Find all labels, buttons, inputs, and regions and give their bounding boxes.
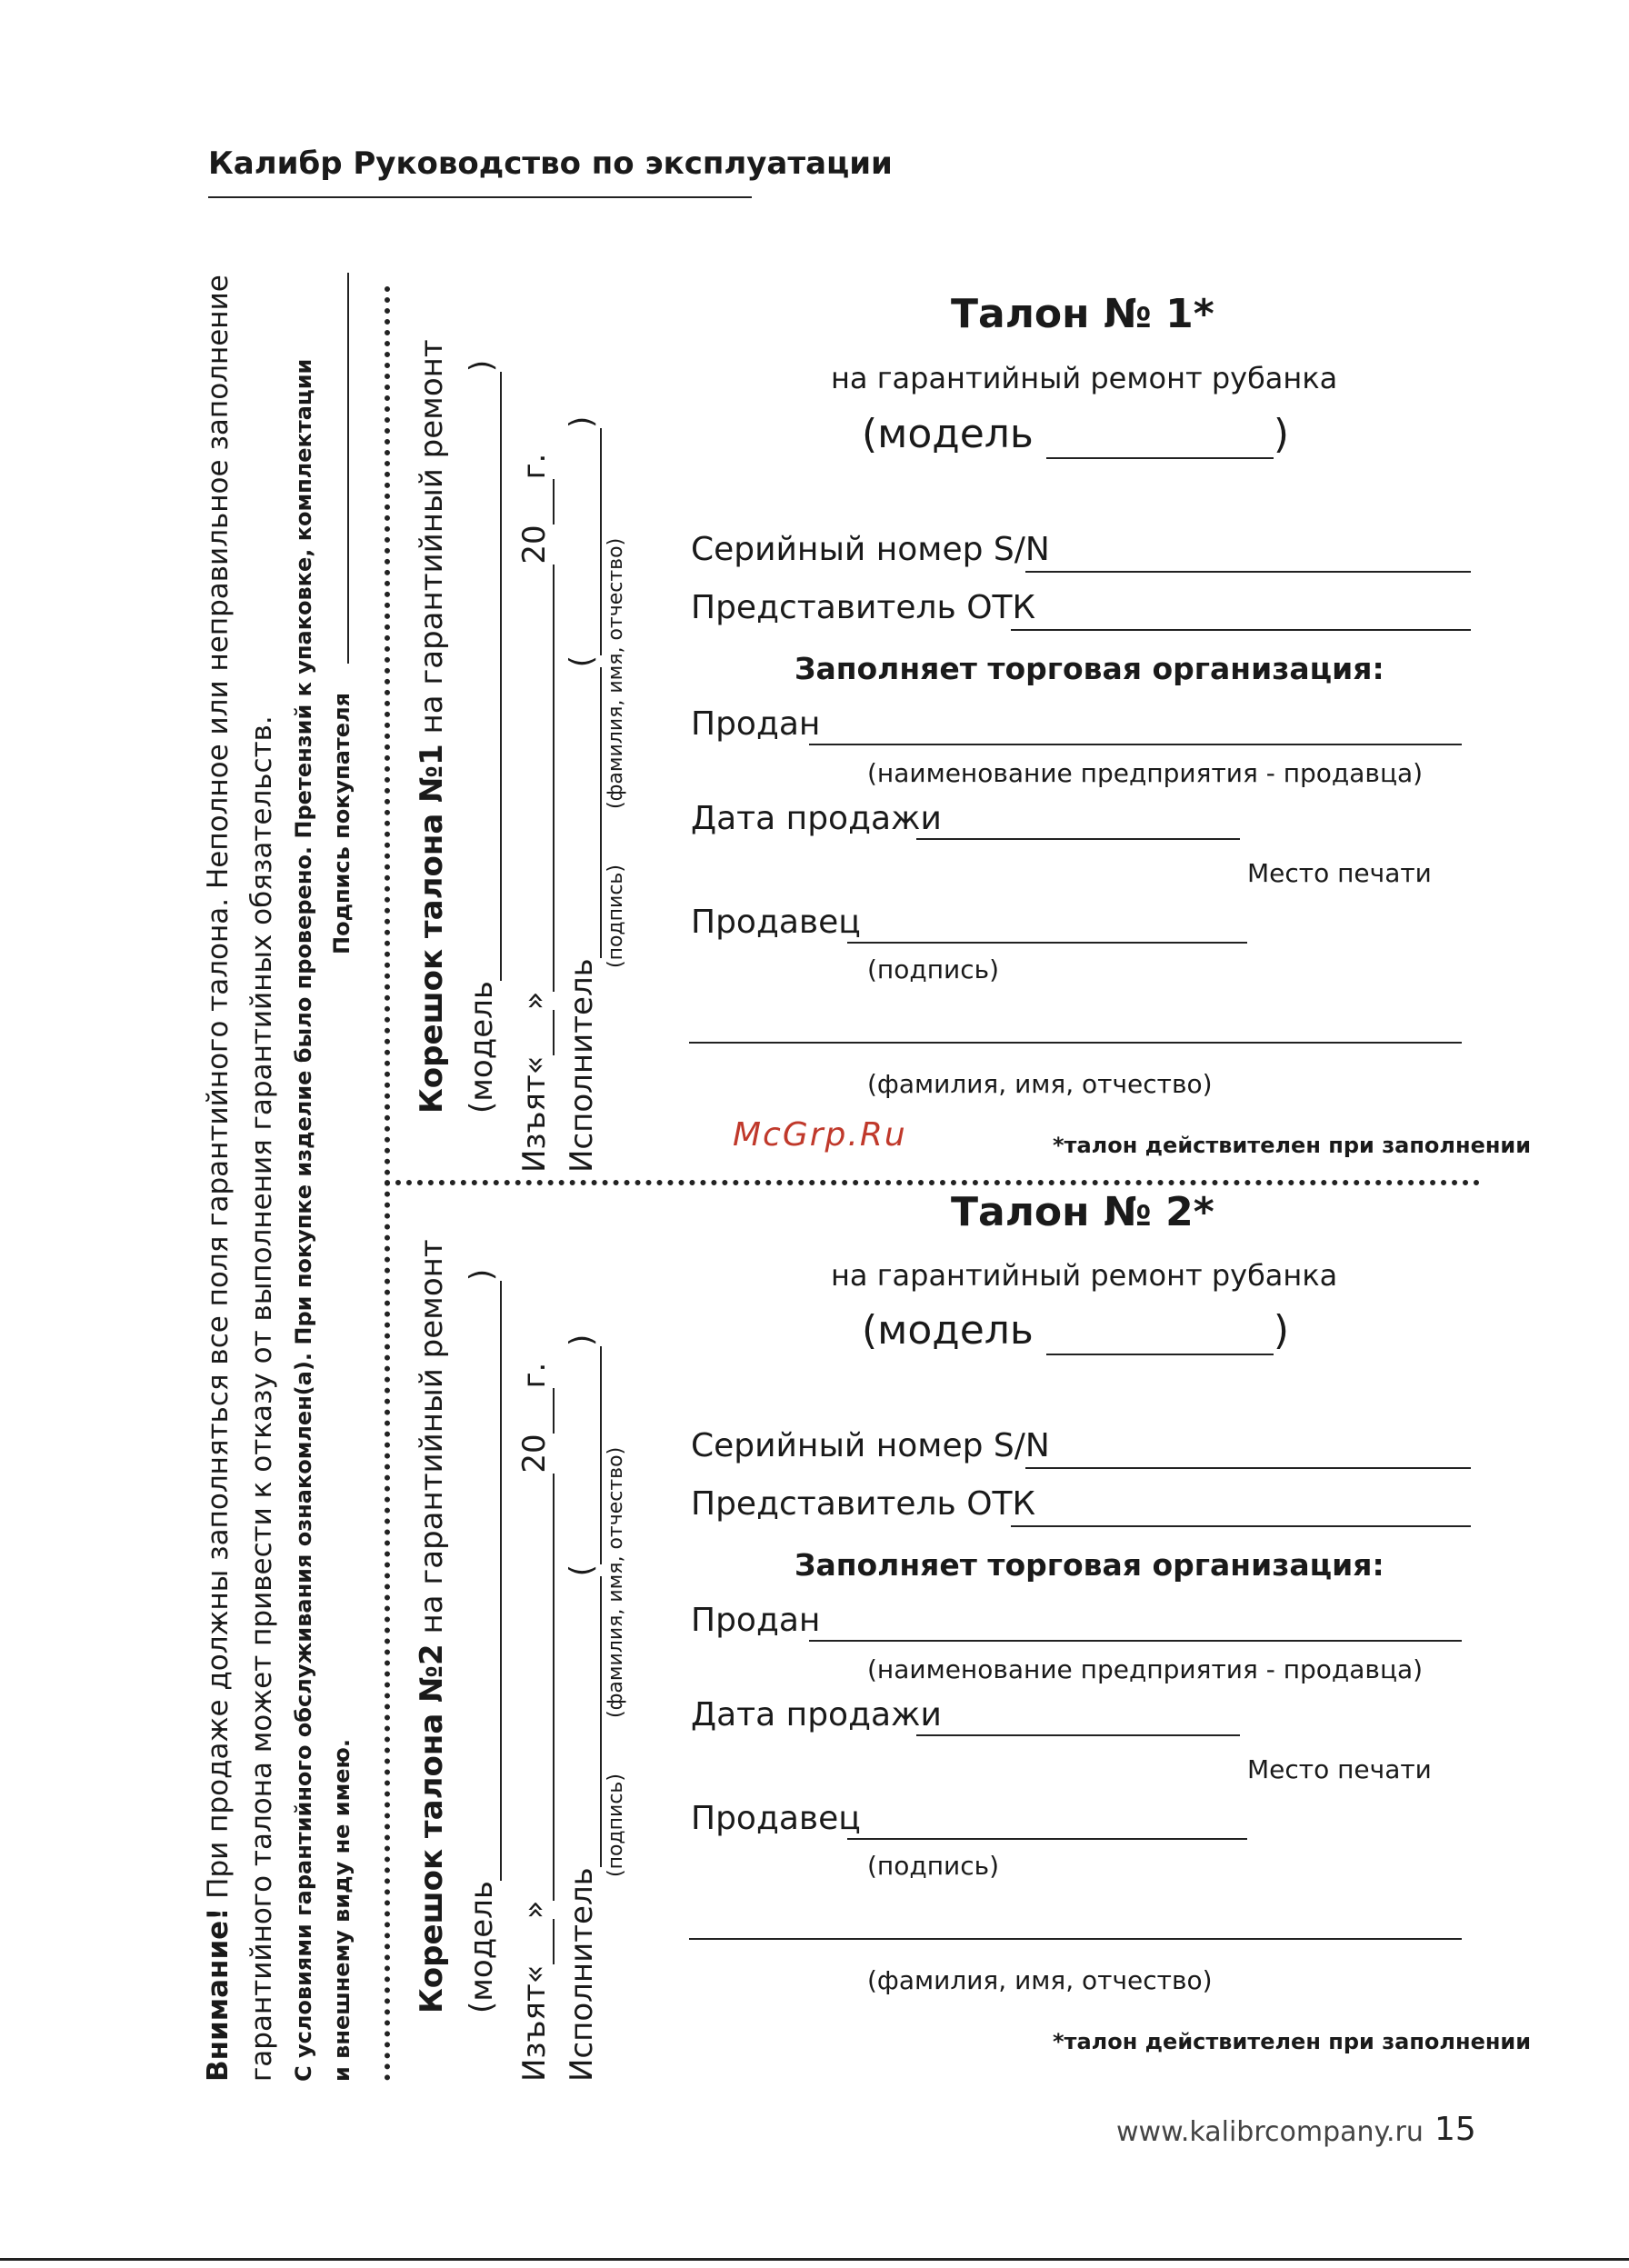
coupon1-date-label: Дата продажи: [691, 800, 942, 837]
coupon2-model-line: [1046, 1307, 1274, 1355]
watermark: McGrp.Ru: [733, 1116, 907, 1154]
sidebar-rotated: [191, 273, 636, 2082]
stub2-taken-row: [516, 1363, 555, 2082]
stub1-executor-label: Исполнитель: [564, 958, 600, 1173]
stub2-close-paren: ): [564, 1334, 600, 1347]
stub2-name-caption: (фамилия, имя, отчество): [605, 1446, 627, 1718]
stub2-name-line2: [564, 1346, 602, 1564]
coupon2-title: Талон № 2*: [951, 1189, 1214, 1235]
stub2-model-row: [464, 1269, 502, 2013]
coupon1-sold-label: Продан: [691, 705, 821, 743]
coupon1-stamp-label: Место печати: [1247, 858, 1432, 888]
coupon1-sold-caption: (наименование предприятия - продавца): [867, 758, 1424, 788]
warning-text: [198, 275, 238, 2082]
stub1-model-close: ): [464, 359, 500, 373]
stub2-name-line: [564, 1576, 602, 1722]
warning-line1: При продаже должны заполняться все поля гарантийного талона. Неполное или неправильное заполнение: [202, 275, 235, 1908]
stub1-taken-row: [516, 454, 555, 1173]
stub2-year-suffix: г.: [516, 1362, 553, 1389]
stub1-model-label: (модель: [464, 981, 500, 1114]
coupon2-sold-label: Продан: [691, 1602, 821, 1639]
stub1-model-line: [464, 372, 502, 981]
page-header: Калибр Руководство по эксплуатации: [208, 145, 893, 182]
buyer-signature-label: Подпись покупателя: [329, 692, 355, 954]
stub2-executor-label: Исполнитель: [564, 1867, 600, 2082]
conditions-line1: С условиями гарантийного обслуживания ознакомлен(а). При покупке изделие было проверено. Претензий к упаковке, комплектации: [291, 358, 316, 2082]
stub1-year-suffix: г.: [516, 453, 553, 480]
stub1-signature-caption: (подпись): [605, 864, 627, 968]
coupon2-model-label: (модель: [862, 1307, 1034, 1354]
stub2-title-rest: на гарантийный ремонт: [414, 1239, 450, 1644]
coupon1-validity-note: *талон действителен при заполнении: [1053, 1133, 1532, 1158]
coupon1-otk-label: Представитель ОТК: [691, 589, 1036, 626]
stub1-signature-line: [564, 813, 602, 958]
coupon2-name-line: [689, 1938, 1462, 1940]
stub1-taken-label: Изъят«: [516, 1055, 553, 1173]
coupon1-model-line: [1046, 411, 1274, 459]
stub1-name-line2: [564, 428, 602, 655]
warning-line2: гарантийного талона может привести к отказу от выполнения гарантийных обязательств.: [245, 715, 278, 2082]
header-rule: [208, 196, 752, 198]
coupon2-validity-note: *талон действителен при заполнении: [1053, 2029, 1532, 2054]
coupon1-trade-org: Заполняет торговая организация:: [795, 651, 1384, 686]
coupon2-subtitle: на гарантийный ремонт рубанка: [831, 1258, 1338, 1293]
page-number: 15: [1434, 2111, 1476, 2148]
coupon2-date-line: [916, 1734, 1240, 1736]
stub2-model-line: [464, 1281, 502, 1881]
coupon1-serial-line: [1025, 571, 1471, 573]
coupon2-otk-line: [1011, 1525, 1471, 1527]
stub2-title-bold: Корешок талона №2: [414, 1644, 450, 2013]
stub1-year-line: [516, 479, 555, 525]
stub2-taken-label: Изъят«: [516, 1964, 553, 2082]
coupon2-sold-caption: (наименование предприятия - продавца): [867, 1654, 1424, 1684]
stub2-year-line: [516, 1388, 555, 1434]
stub1-month-line: [516, 565, 555, 992]
coupon1-model-close: ): [1273, 411, 1289, 457]
coupon1-name-line: [689, 1042, 1462, 1044]
coupon2-trade-org: Заполняет торговая организация:: [795, 1547, 1384, 1583]
coupon1-model-label: (модель: [862, 411, 1034, 457]
conditions-line2: и внешнему виду не имею.: [329, 1739, 355, 2082]
stub2-signature-line: [564, 1722, 602, 1867]
stub2-title: [414, 1239, 450, 2013]
stub2-model-close: ): [464, 1268, 500, 1282]
bottom-rule: [0, 2258, 1629, 2261]
coupon1-date-line: [916, 838, 1240, 840]
stub1-title-rest: на гарантийный ремонт: [414, 339, 450, 744]
coupon2-serial-line: [1025, 1467, 1471, 1469]
coupon2-model-row: [862, 1307, 1289, 1355]
coupon1-subtitle: на гарантийный ремонт рубанка: [831, 361, 1338, 395]
warning-lead: Внимание!: [202, 1907, 235, 2082]
stub1-open-paren: (: [564, 655, 600, 668]
stub1-year-prefix: 20: [516, 525, 553, 565]
coupon1-seller-line: [847, 942, 1247, 944]
stub1-name-line: [564, 667, 602, 813]
coupon2-name-caption: (фамилия, имя, отчество): [867, 1965, 1213, 1995]
stub1-name-caption: (фамилия, имя, отчество): [605, 537, 627, 809]
stub2-quote-close: »: [516, 1900, 553, 1920]
coupon2-date-label: Дата продажи: [691, 1696, 942, 1733]
coupon1-serial-label: Серийный номер S/N: [691, 531, 1050, 568]
coupon2-otk-label: Представитель ОТК: [691, 1485, 1036, 1523]
stub2-month-line: [516, 1474, 555, 1901]
stub1-quote-close: »: [516, 991, 553, 1011]
stub1-title: [414, 339, 450, 1114]
coupon2-seller-line: [847, 1838, 1247, 1840]
stub1-close-paren: ): [564, 415, 600, 429]
coupon1-signature-caption: (подпись): [867, 954, 1000, 984]
stub2-open-paren: (: [564, 1564, 600, 1577]
coupon1-sold-line: [809, 744, 1462, 745]
coupon1-otk-line: [1011, 629, 1471, 631]
coupon1-name-caption: (фамилия, имя, отчество): [867, 1069, 1213, 1099]
stub1-title-bold: Корешок талона №1: [414, 744, 450, 1114]
coupon2-sold-line: [809, 1640, 1462, 1642]
footer-url[interactable]: www.kalibrcompany.ru: [1116, 2116, 1424, 2148]
stub1-day-line: [516, 1010, 555, 1055]
coupon1-title: Талон № 1*: [951, 291, 1214, 337]
stub2-model-label: (модель: [464, 1881, 500, 2013]
coupon2-signature-caption: (подпись): [867, 1851, 1000, 1881]
coupon1-model-row: [862, 411, 1289, 459]
stub2-signature-caption: (подпись): [605, 1773, 627, 1877]
coupon1-seller-label: Продавец: [691, 904, 861, 941]
stub2-day-line: [516, 1919, 555, 1964]
coupon2-model-close: ): [1273, 1307, 1289, 1354]
stub2-year-prefix: 20: [516, 1434, 553, 1474]
coupon2-seller-label: Продавец: [691, 1800, 861, 1837]
buyer-signature-line: [347, 273, 349, 664]
coupon2-stamp-label: Место печати: [1247, 1754, 1432, 1784]
stub1-model-row: [464, 360, 502, 1114]
stub1-executor-row: [564, 416, 602, 1173]
stub2-executor-row: [564, 1334, 602, 2082]
coupon2-serial-label: Серийный номер S/N: [691, 1427, 1050, 1464]
